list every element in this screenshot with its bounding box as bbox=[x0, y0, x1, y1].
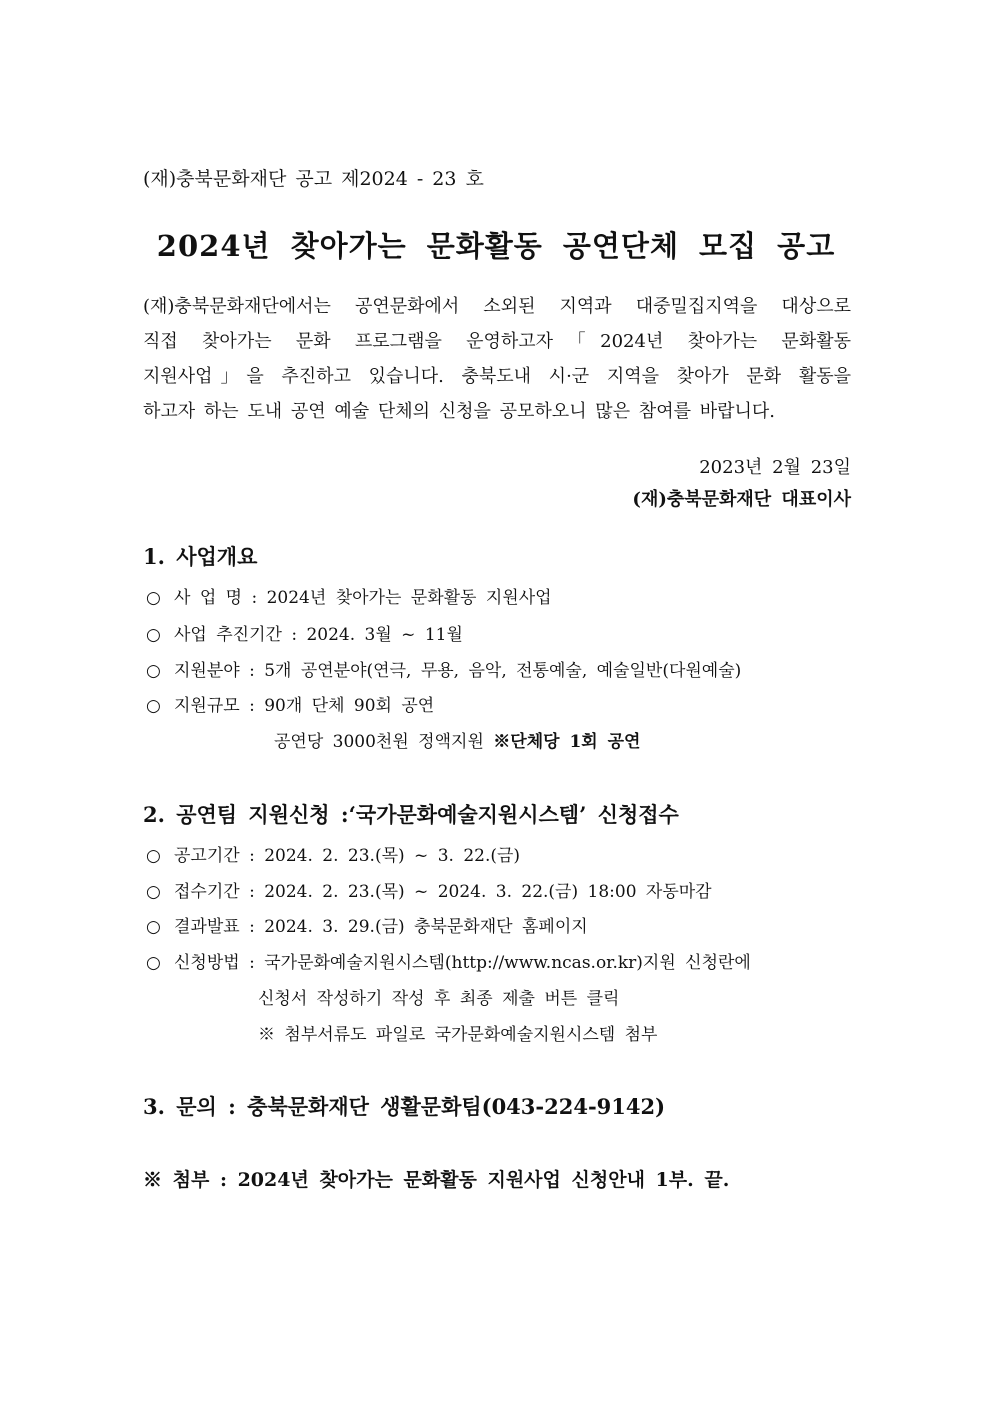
list-item bbox=[146, 620, 463, 645]
circle-bullet-icon: ○ bbox=[146, 953, 161, 973]
application-method-line: 신청서 작성하기 작성 후 최종 제출 버튼 클릭 bbox=[258, 989, 620, 1009]
intro-line: 지원사업」을 추진하고 있습니다. 충북도내 시·군 지역을 찾아가 문화 활동을 bbox=[143, 366, 851, 387]
intro-paragraph bbox=[143, 289, 851, 429]
circle-bullet-icon: ○ bbox=[146, 917, 161, 937]
section-3-title: 3. 문의 : 충북문화재단 생활문화팀(043-224-9142) bbox=[143, 1094, 666, 1119]
list-item-text: 사업 추진기간 : 2024. 3월 ~ 11월 bbox=[174, 625, 463, 645]
notice-date: 2023년 2월 23일 bbox=[699, 457, 851, 478]
issuing-organization: (재)충북문화재단 대표이사 bbox=[632, 489, 851, 510]
list-item-text: 지원분야 : 5개 공연분야(연극, 무용, 음악, 전통예술, 예술일반(다원예술) bbox=[174, 661, 742, 681]
list-item bbox=[146, 948, 751, 973]
section-1-title: 1. 사업개요 bbox=[143, 544, 258, 569]
page-title: 2024년 찾아가는 문화활동 공연단체 모집 공고 bbox=[156, 229, 836, 263]
list-item-text: 접수기간 : 2024. 2. 23.(목) ~ 2024. 3. 22.(금) 18:00 자동마감 bbox=[174, 882, 712, 902]
support-amount-text: 공연당 3000천원 정액지원 bbox=[274, 732, 484, 752]
section-2-title: 2. 공연팀 지원신청 :‘국가문화예술지원시스템’ 신청접수 bbox=[143, 802, 679, 827]
list-item bbox=[146, 656, 741, 681]
list-item bbox=[146, 877, 712, 902]
intro-line: 직접 찾아가는 문화 프로그램을 운영하고자「2024년 찾아가는 문화활동 bbox=[143, 331, 851, 352]
intro-line: 하고자 하는 도내 공연 예술 단체의 신청을 공모하오니 많은 참여를 바랍니다. bbox=[143, 401, 775, 422]
support-amount-line bbox=[274, 727, 640, 752]
notice-number: (재)충북문화재단 공고 제2024 - 23 호 bbox=[143, 168, 484, 190]
list-item bbox=[146, 912, 588, 937]
list-item-text: 결과발표 : 2024. 3. 29.(금) 충북문화재단 홈페이지 bbox=[174, 917, 588, 937]
list-item-text: 공고기간 : 2024. 2. 23.(목) ~ 3. 22.(금) bbox=[174, 846, 521, 866]
circle-bullet-icon: ○ bbox=[146, 696, 161, 716]
list-item bbox=[146, 691, 434, 716]
list-item-text: 사 업 명 : 2024년 찾아가는 문화활동 지원사업 bbox=[174, 588, 552, 608]
attachment-note-line: ※ 첨부서류도 파일로 국가문화예술지원시스템 첨부 bbox=[258, 1025, 658, 1045]
list-item bbox=[146, 841, 520, 866]
list-item-text: 지원규모 : 90개 단체 90회 공연 bbox=[174, 696, 435, 716]
circle-bullet-icon: ○ bbox=[146, 846, 161, 866]
intro-line: (재)충북문화재단에서는 공연문화에서 소외된 지역과 대중밀집지역을 대상으로 bbox=[143, 296, 851, 317]
circle-bullet-icon: ○ bbox=[146, 882, 161, 902]
support-note: ※단체당 1회 공연 bbox=[493, 732, 641, 752]
circle-bullet-icon: ○ bbox=[146, 588, 161, 608]
attachment-line: ※ 첨부 : 2024년 찾아가는 문화활동 지원사업 신청안내 1부. 끝. bbox=[143, 1169, 730, 1191]
list-item bbox=[146, 583, 552, 608]
list-item-text: 신청방법 : 국가문화예술지원시스템(http://www.ncas.or.kr)지원 신청란에 bbox=[174, 953, 751, 973]
circle-bullet-icon: ○ bbox=[146, 625, 161, 645]
circle-bullet-icon: ○ bbox=[146, 661, 161, 681]
